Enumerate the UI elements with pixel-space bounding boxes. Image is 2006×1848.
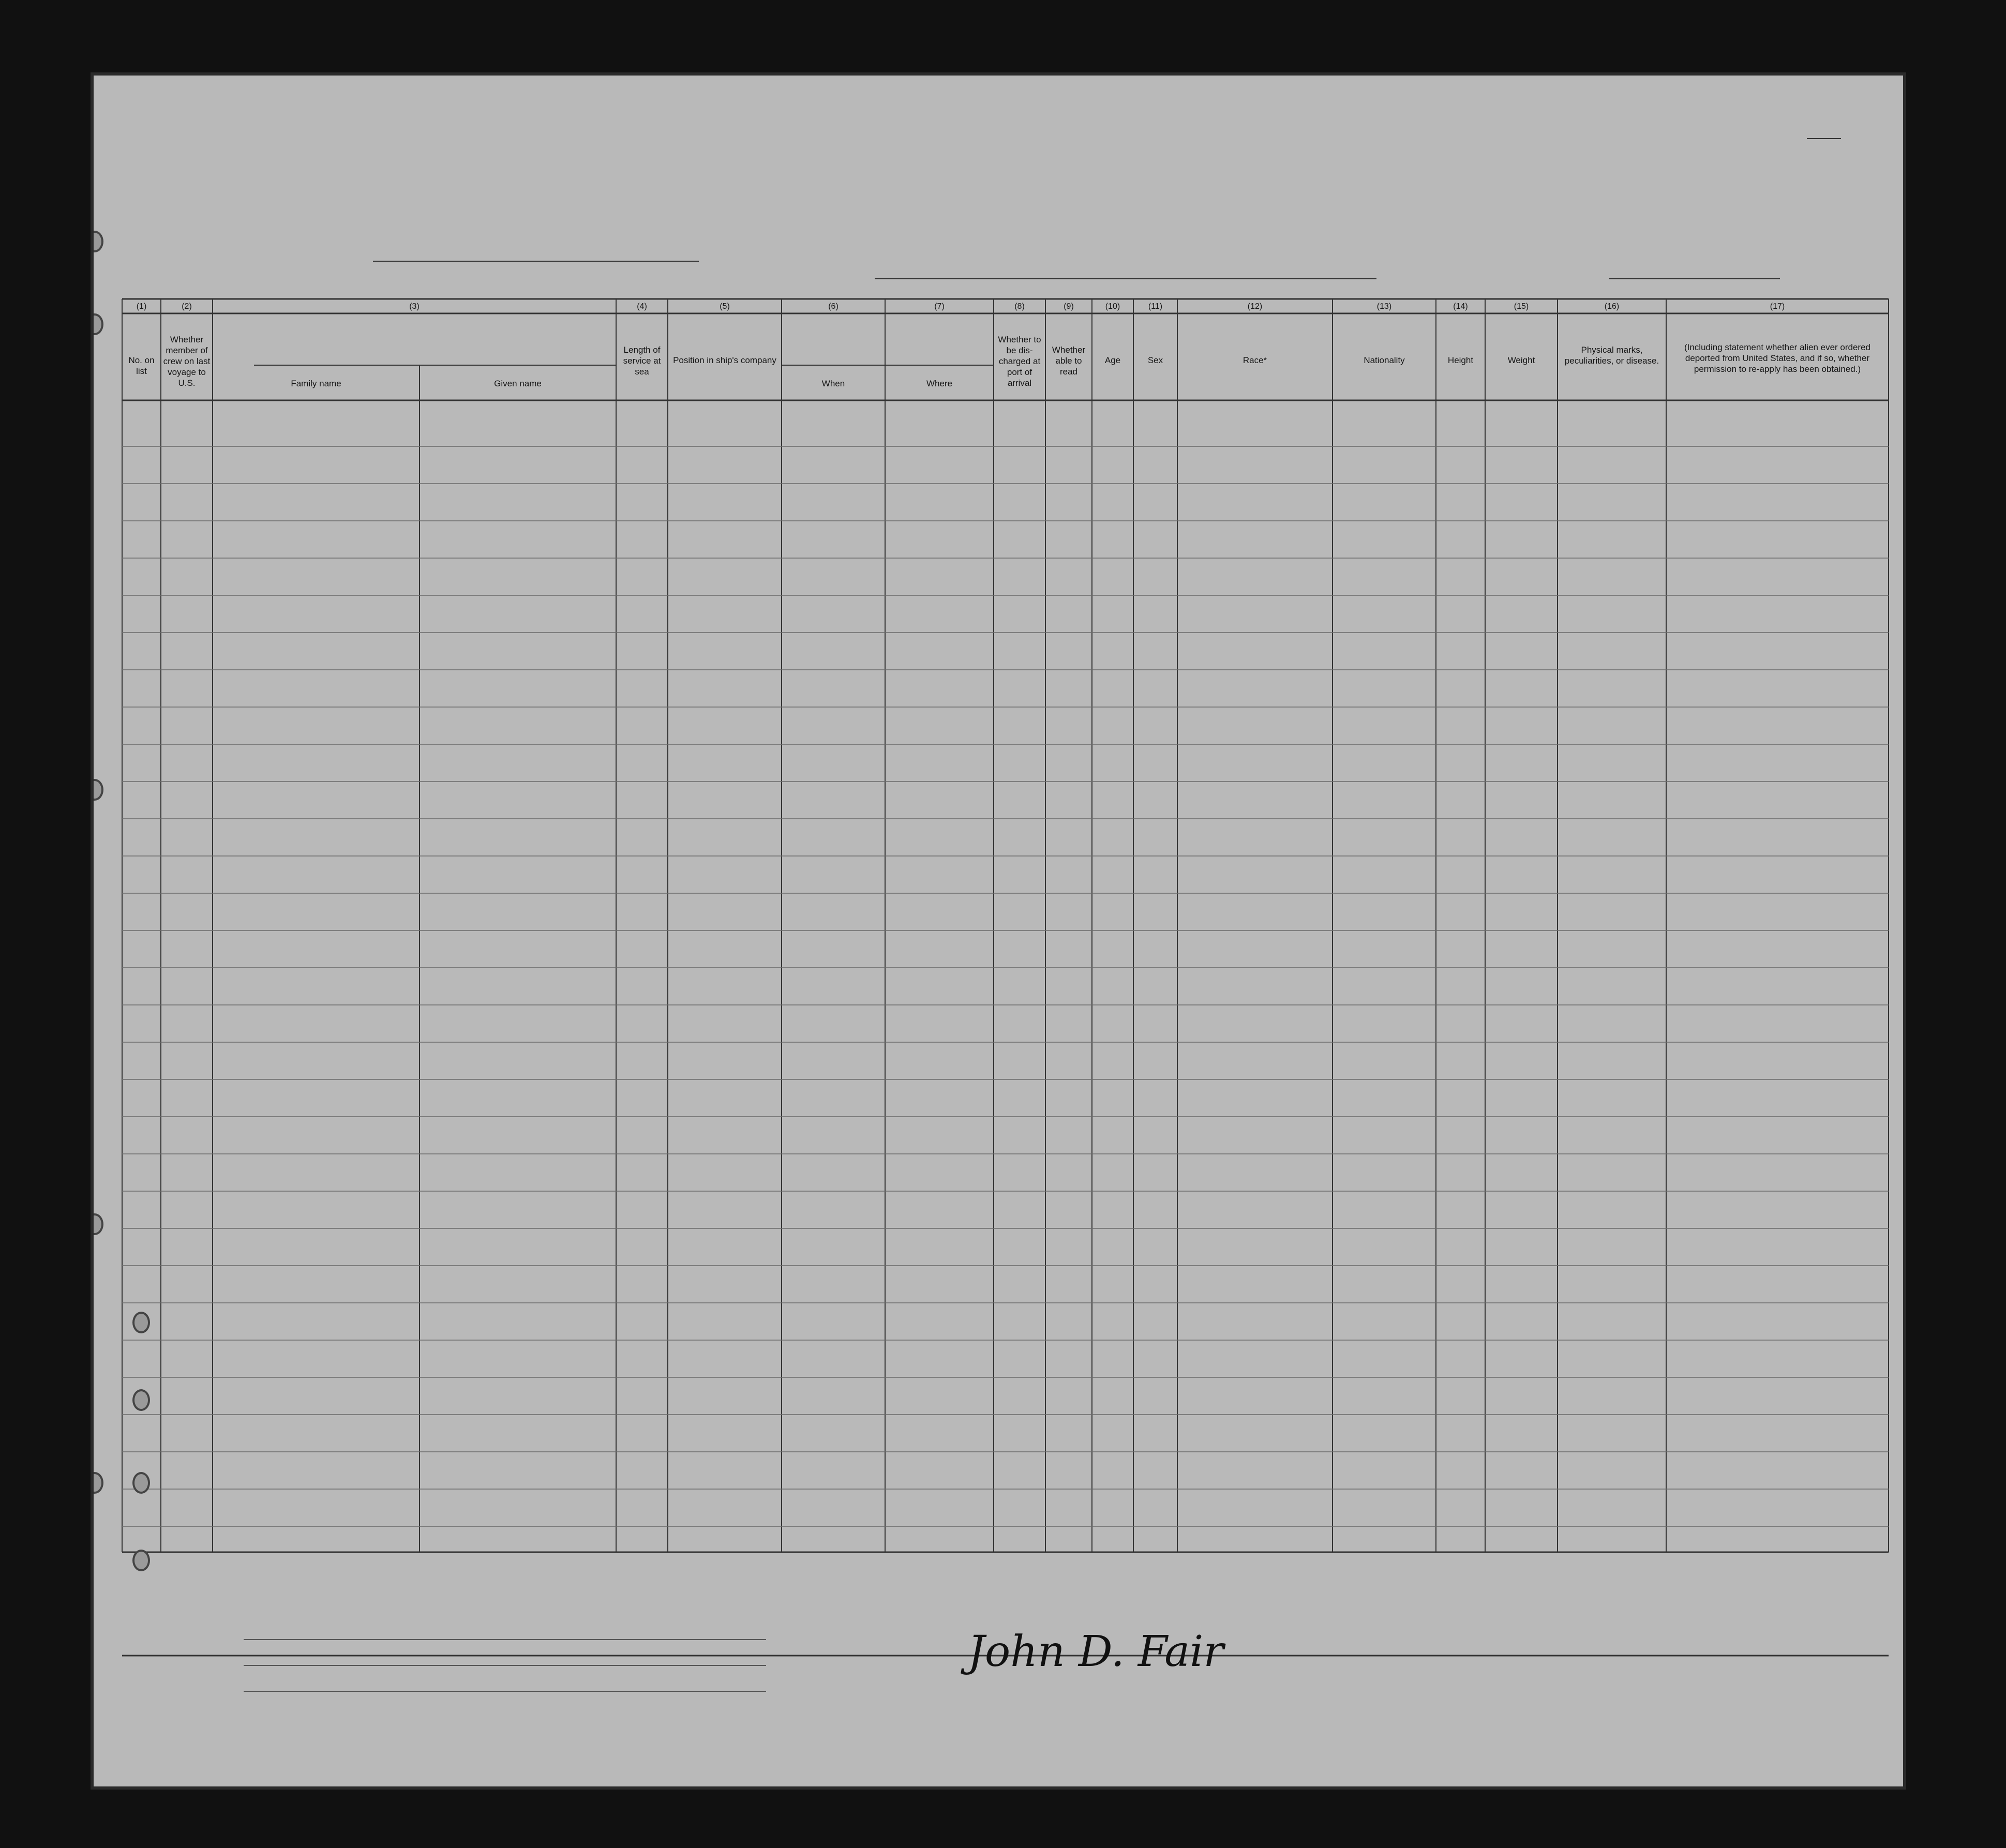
column-number: (8): [1014, 302, 1025, 311]
header-sex: Sex: [1147, 355, 1163, 365]
header-member-last-voyage: Whether member of crew on last voyage to U.S.: [163, 335, 211, 388]
inspector-signature: John D. Fair: [968, 1627, 1224, 1676]
header-family-name: Family name: [291, 379, 341, 388]
column-number: (15): [1514, 302, 1529, 311]
header-where: Where: [926, 379, 953, 388]
column-number: (13): [1376, 302, 1392, 311]
header-discharged: Whether to be dis-charged at port of arrival: [998, 335, 1041, 388]
column-number: (16): [1604, 302, 1620, 311]
header-height: Height: [1447, 355, 1474, 365]
column-number: (11): [1148, 302, 1163, 311]
header-remarks: (Including statement whether alien ever ordered deported from United States, and if so, whether permission to re-apply has been obtained.): [1684, 342, 1871, 374]
header-no-on-list: No. on list: [128, 355, 155, 376]
column-number: (10): [1105, 302, 1120, 311]
header-position: Position in ship's company: [673, 355, 776, 365]
header-able-to-read: Whether able to read: [1052, 345, 1086, 377]
column-number: (3): [409, 302, 420, 311]
column-number: (17): [1770, 302, 1785, 311]
header-length-of-service: Length of service at sea: [623, 345, 661, 377]
column-number: (7): [934, 302, 945, 311]
column-number: (5): [720, 302, 730, 311]
column-number: (12): [1247, 302, 1263, 311]
column-number: (1): [136, 302, 147, 311]
column-number: (4): [637, 302, 647, 311]
header-physical-marks: Physical marks, peculiarities, or disease.: [1564, 345, 1659, 366]
column-number: (14): [1453, 302, 1468, 311]
header-given-name: Given name: [494, 379, 542, 388]
header-age: Age: [1104, 355, 1121, 365]
header-weight: Weight: [1507, 355, 1535, 365]
manifest-sheet: [91, 72, 1906, 1790]
column-number: (9): [1064, 302, 1074, 311]
footer-lines: [94, 76, 818, 1790]
header-when: When: [821, 379, 845, 388]
header-race: Race*: [1242, 355, 1267, 365]
header-nationality: Nationality: [1364, 355, 1405, 365]
column-number: (2): [182, 302, 192, 311]
column-number: (6): [828, 302, 839, 311]
